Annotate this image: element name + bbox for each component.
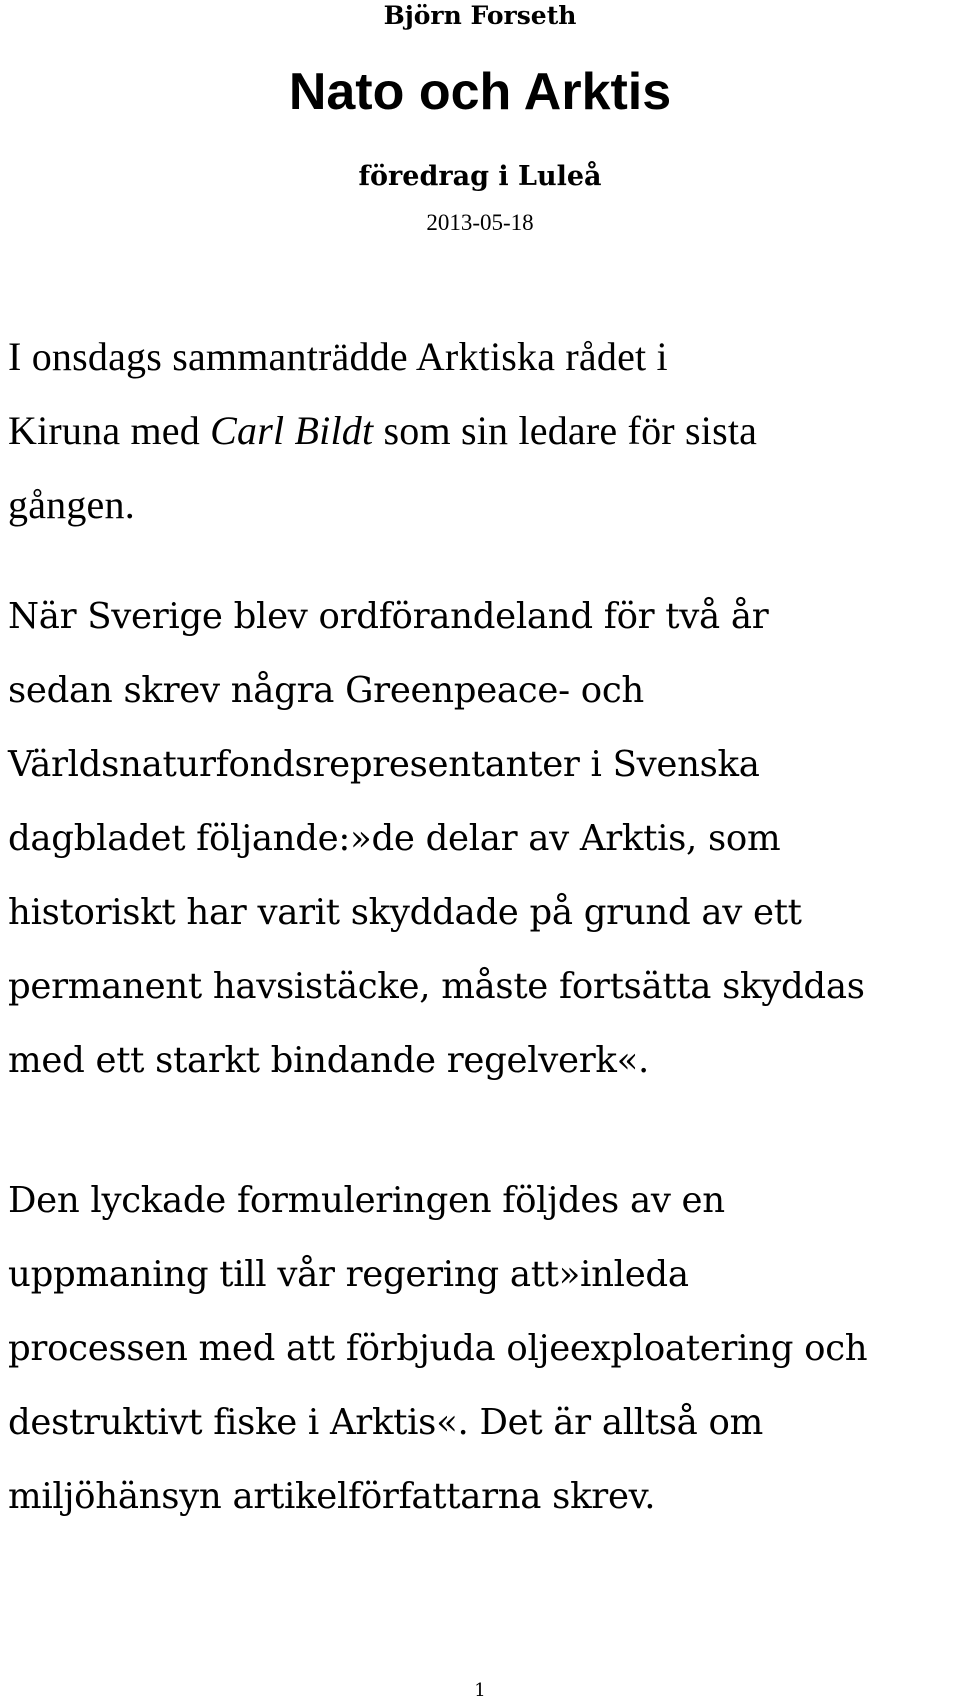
text-run: Kiruna med	[8, 408, 211, 453]
paragraph-line: uppmaning till vår regering att»inleda	[8, 1254, 689, 1295]
paragraph-line	[8, 394, 958, 468]
page-title: Nato och Arktis	[288, 63, 672, 121]
paragraph-line: Den lyckade formuleringen följdes av en	[8, 1180, 725, 1221]
paragraph-line: När Sverige blev ordförandeland för två år	[8, 596, 769, 637]
paragraph-line: processen med att förbjuda oljeexploatering och	[8, 1328, 868, 1369]
paragraph-line: I onsdags sammanträdde Arktiska rådet i	[8, 334, 668, 379]
paragraph-3	[8, 1164, 958, 1534]
author-name: Björn Forseth	[383, 1, 577, 30]
paragraph-line: med ett starkt bindande regelverk«.	[8, 1040, 650, 1081]
paragraph-line: Världsnaturfondsrepresentanter i Svenska	[8, 744, 760, 785]
text-run: som sin ledare för sista	[373, 408, 758, 453]
person-name-italic: Carl Bildt	[210, 408, 374, 453]
paragraph-line: historiskt har varit skyddade på grund av ett	[8, 892, 802, 933]
paragraph-line: sedan skrev några Greenpeace- och	[8, 670, 644, 711]
subtitle: föredrag i Luleå	[358, 161, 602, 192]
paragraph-1	[8, 320, 958, 542]
date: 2013-05-18	[426, 210, 534, 235]
paragraph-line: miljöhänsyn artikelförfattarna skrev.	[8, 1476, 656, 1517]
paragraph-2	[8, 580, 958, 1098]
paragraph-line: destruktivt fiske i Arktis«. Det är alltså om	[8, 1402, 763, 1443]
paragraph-line: permanent havsistäcke, måste fortsätta skyddas	[8, 966, 865, 1007]
paragraph-line: dagbladet följande:»de delar av Arktis, som	[8, 818, 781, 859]
paragraph-line: gången.	[8, 482, 135, 527]
page-number: 1	[474, 1680, 486, 1701]
